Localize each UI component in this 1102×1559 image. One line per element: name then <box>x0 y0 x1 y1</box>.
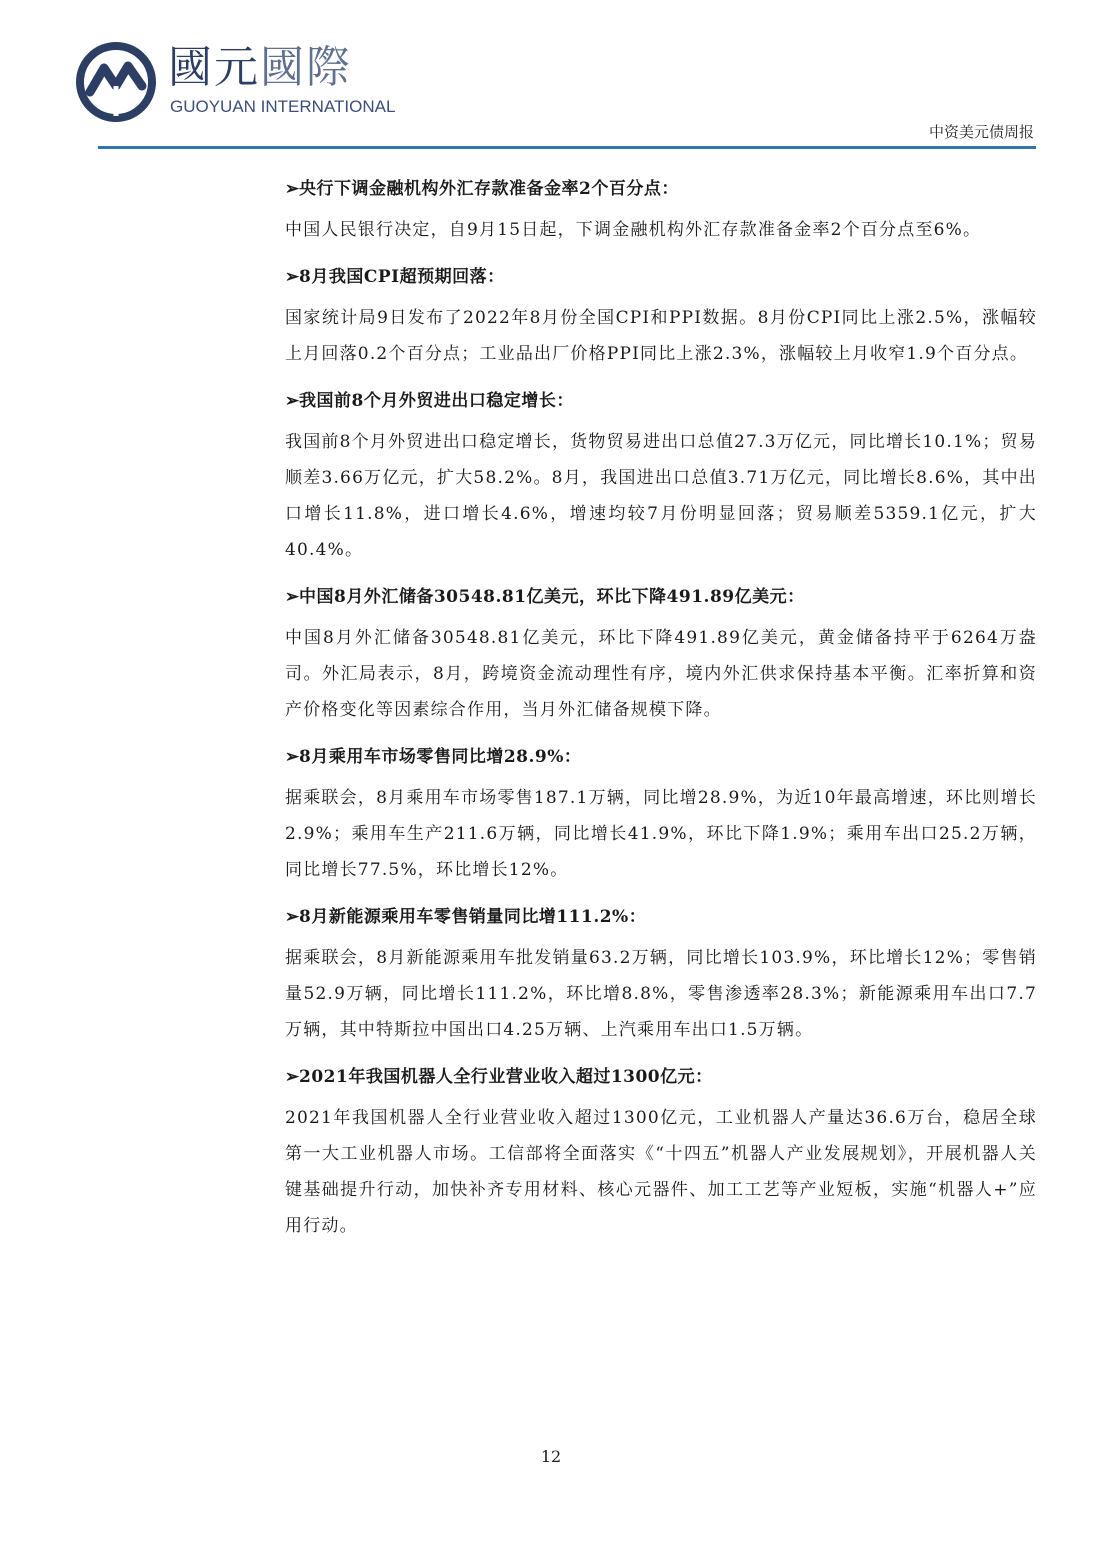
news-body: 据乘联会，8月新能源乘用车批发销量63.2万辆，同比增长103.9%，环比增长12%；零售销量52.9万辆，同比增长111.2%，环比增8.8%，零售渗透率28.3%；新能源乘用车出口7.7万辆，其中特斯拉中国出口4.25万辆、上汽乘用车出口1.5万辆。 <box>285 948 1037 1040</box>
news-heading-text: 央行下调金融机构外汇存款准备金率2个百分点： <box>299 179 679 199</box>
arrow-bullet-icon: ➢ <box>285 179 300 199</box>
report-title: 中资美元债周报 <box>928 123 1034 141</box>
arrow-bullet-icon: ➢ <box>285 1067 300 1087</box>
news-body: 中国人民银行决定，自9月15日起，下调金融机构外汇存款准备金率2个百分点至6%。 <box>285 220 982 240</box>
arrow-bullet-icon: ➢ <box>285 907 300 927</box>
header-divider <box>98 146 1036 149</box>
news-heading <box>285 740 1037 774</box>
news-body: 据乘联会，8月乘用车市场零售187.1万辆，同比增28.9%，为近10年最高增速，环比则增长2.9%；乘用车生产211.6万辆，同比增长41.9%，环比下降1.9%；乘用车出口25.2万辆，同比增长77.5%，环比增长12%。 <box>285 788 1037 880</box>
news-heading-text: 我国前8个月外贸进出口稳定增长： <box>299 391 574 411</box>
news-item <box>285 1060 1037 1244</box>
news-heading-text: 8月乘用车市场零售同比增28.9%： <box>299 747 582 767</box>
news-heading-text: 8月新能源乘用车零售销量同比增111.2%： <box>299 907 647 927</box>
news-item <box>285 580 1037 728</box>
guoyuan-logo-icon <box>76 42 156 122</box>
news-item <box>285 384 1037 568</box>
arrow-bullet-icon: ➢ <box>285 747 300 767</box>
arrow-bullet-icon: ➢ <box>285 391 300 411</box>
logo-chinese-part1: 國元 <box>168 42 260 93</box>
news-heading <box>285 900 1037 934</box>
arrow-bullet-icon: ➢ <box>285 267 300 287</box>
news-body: 中国8月外汇储备30548.81亿美元，环比下降491.89亿美元，黄金储备持平于6264万盎司。外汇局表示，8月，跨境资金流动理性有序，境内外汇供求保持基本平衡。汇率折算和资产价格变化等因素综合作用，当月外汇储备规模下降。 <box>285 628 1037 720</box>
news-content <box>285 172 1037 1256</box>
news-item <box>285 260 1037 372</box>
news-body: 我国前8个月外贸进出口稳定增长，货物贸易进出口总值27.3万亿元，同比增长10.1%；贸易顺差3.66万亿元，扩大58.2%。8月，我国进出口总值3.71万亿元，同比增长8.6%，其中出口增长11.8%，进口增长4.6%，增速均较7月份明显回落；贸易顺差5359.1亿元，扩大40.4%。 <box>285 432 1037 560</box>
news-heading-text: 中国8月外汇储备30548.81亿美元，环比下降491.89亿美元： <box>299 587 805 607</box>
news-heading-text: 8月我国CPI超预期回落： <box>299 267 505 287</box>
news-item <box>285 900 1037 1048</box>
page-number: 12 <box>540 1447 562 1466</box>
news-item <box>285 172 1037 248</box>
news-item <box>285 740 1037 888</box>
news-heading-text: 2021年我国机器人全行业营业收入超过1300亿元： <box>299 1067 713 1087</box>
logo-english-text: GUOYUAN INTERNATIONAL <box>170 97 396 116</box>
news-heading <box>285 384 1037 418</box>
news-heading <box>285 1060 1037 1094</box>
news-body: 国家统计局9日发布了2022年8月份全国CPI和PPI数据。8月份CPI同比上涨2.5%，涨幅较上月回落0.2个百分点；工业品出厂价格PPI同比上涨2.3%，涨幅较上月收窄1.9个百分点。 <box>285 308 1037 364</box>
logo-chinese-text <box>168 44 352 92</box>
page-header <box>0 0 1102 150</box>
arrow-bullet-icon: ➢ <box>285 587 300 607</box>
news-heading <box>285 172 1037 206</box>
news-heading <box>285 580 1037 614</box>
news-heading <box>285 260 1037 294</box>
logo-chinese-part2: 國際 <box>260 42 352 93</box>
news-body: 2021年我国机器人全行业营业收入超过1300亿元，工业机器人产量达36.6万台，稳居全球第一大工业机器人市场。工信部将全面落实《“十四五”机器人产业发展规划》，开展机器人关键基础提升行动，加快补齐专用材料、核心元器件、加工工艺等产业短板，实施“机器人+”应用行动。 <box>285 1108 1037 1236</box>
